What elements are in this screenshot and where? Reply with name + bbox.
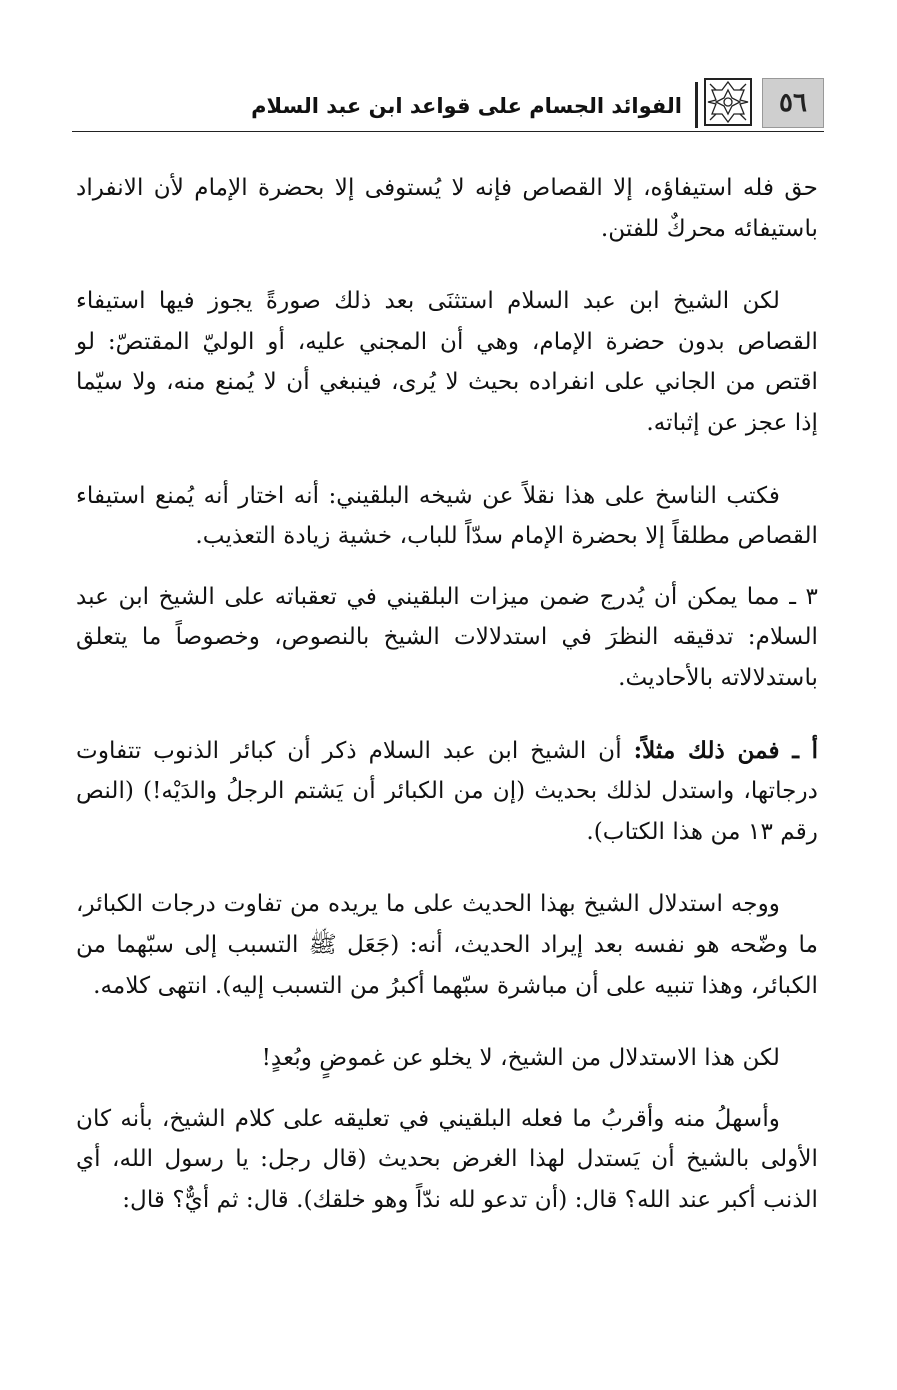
paragraph-2: لكن الشيخ ابن عبد السلام استثنَى بعد ذلك صورةً يجوز فيها استيفاء القصاص بدون حضرة الإمام، وهي أن المجني عليه، أو الوليّ المقتصّ: لو اقتص من الجاني على انفراده بحيث لا يُرى، فينبغي أن لا يُمنع منه، ولا سيّما إذا عجز عن إثباته. bbox=[76, 287, 818, 436]
running-title: الفوائد الجسام على قواعد ابن عبد السلام bbox=[251, 94, 682, 118]
paragraph-5 bbox=[76, 731, 818, 853]
paragraph-6: ووجه استدلال الشيخ بهذا الحديث على ما يريده من تفاوت درجات الكبائر، ما وضّحه هو نفسه بعد إيراد الحديث، أنه: (جَعَل ﷺ التسبب إلى سبّهما من الكبائر، وهذا تنبيه على أن مباشرة سبّهما أكبرُ من التسبب إليه). انتهى كلامه. bbox=[76, 890, 818, 999]
paragraph-4: ٣ ـ مما يمكن أن يُدرج ضمن ميزات البلقيني في تعقباته على الشيخ ابن عبد السلام: تدقيقه النظرَ في استدلالات الشيخ بالنصوص، وخصوصاً ما يتعلق باستدلالاته بالأحاديث. bbox=[76, 582, 818, 691]
paragraph-5-lead: أ ـ فمن ذلك مثلاً: bbox=[633, 736, 819, 764]
page-number: ٥٦ bbox=[762, 78, 824, 128]
paragraph-1: حق فله استيفاؤه، إلا القصاص فإنه لا يُستوفى إلا بحضرة الإمام لأن الانفراد باستيفائه محركٌ للفتن. bbox=[76, 174, 818, 242]
body-text bbox=[76, 168, 818, 1252]
paragraph-8: وأسهلُ منه وأقربُ ما فعله البلقيني في تعليقه على كلام الشيخ، بأنه كان الأولى بالشيخ أن يَستدل لهذا الغرض بحديث (قال رجل: يا رسول الله، أي الذنب أكبر عند الله؟ قال: (أن تدعو لله ندّاً وهو خلقك). قال: ثم أيٌّ؟ قال: bbox=[76, 1104, 818, 1213]
paragraph-7: لكن هذا الاستدلال من الشيخ، لا يخلو عن غموضٍ وبُعدٍ! bbox=[261, 1044, 780, 1072]
page-header bbox=[72, 78, 824, 136]
paragraph-5-text: أن الشيخ ابن عبد السلام ذكر أن كبائر الذنوب تتفاوت درجاتها، واستدل لذلك بحديث (إن من الكبائر أن يَشتم الرجلُ والدَيْه!) (النص رقم ١٣ من هذا الكتاب). bbox=[76, 736, 818, 845]
ornament-icon bbox=[704, 78, 752, 126]
header-rule bbox=[72, 131, 824, 132]
paragraph-3: فكتب الناسخ على هذا نقلاً عن شيخه البلقيني: أنه اختار أنه يُمنع استيفاء القصاص مطلقاً إلا بحضرة الإمام سدّاً للباب، خشية زيادة التعذيب. bbox=[76, 481, 818, 550]
header-divider bbox=[695, 82, 698, 128]
